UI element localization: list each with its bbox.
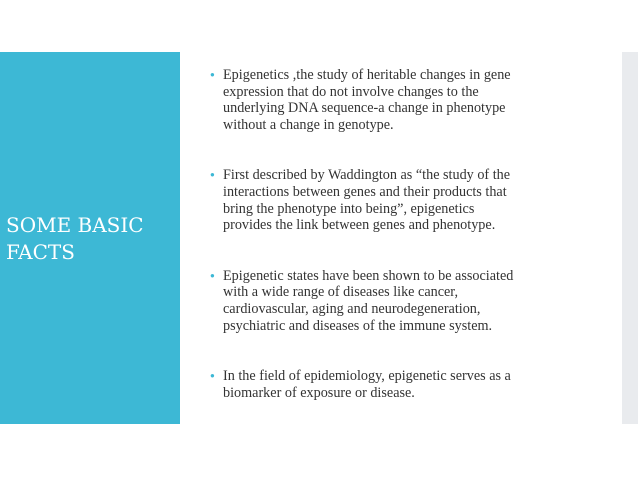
bullet-text-line: cardiovascular, aging and neurodegeneration, <box>223 300 481 317</box>
bullet-text-line: expression that do not involve changes to the <box>223 83 479 100</box>
right-accent-strip <box>622 52 638 424</box>
bullet-text-line: First described by Waddington as “the study of the <box>223 167 511 184</box>
bullet-item <box>210 368 610 401</box>
bullet-text-line: without a change in genotype. <box>223 116 394 133</box>
bullet-icon: ● <box>210 170 215 180</box>
bullet-icon: ● <box>210 270 215 280</box>
bullet-text-line: biomarker of exposure or disease. <box>223 384 415 401</box>
bullet-icon: ● <box>210 70 215 79</box>
bullet-text-line: underlying DNA sequence-a change in phenotype <box>223 100 506 117</box>
bullet-item <box>210 67 610 133</box>
bullet-text-line: psychiatric and diseases of the immune system. <box>223 317 493 334</box>
bullet-text-line: interactions between genes and their products that <box>223 183 507 200</box>
bullet-text-line: In the field of epidemiology, epigenetic serves as a <box>223 368 511 385</box>
slide-title <box>6 212 178 266</box>
title-panel <box>0 52 180 424</box>
bullet-text-line: Epigenetics ,the study of heritable changes in gene <box>223 67 511 83</box>
bullet-icon: ● <box>210 371 215 381</box>
bullet-text-line: bring the phenotype into being”, epigenetics <box>223 200 475 217</box>
bullet-text-line: Epigenetic states have been shown to be associated <box>223 267 514 284</box>
slide-title-line: SOME BASIC <box>6 213 144 237</box>
bullet-text-line: provides the link between genes and phenotype. <box>223 217 496 234</box>
bullet-item <box>210 167 610 233</box>
bullet-item <box>210 268 610 334</box>
slide-title-line: FACTS <box>6 240 75 264</box>
bullet-text-line: with a wide range of diseases like cancer, <box>223 284 459 301</box>
bullet-list <box>210 67 610 435</box>
